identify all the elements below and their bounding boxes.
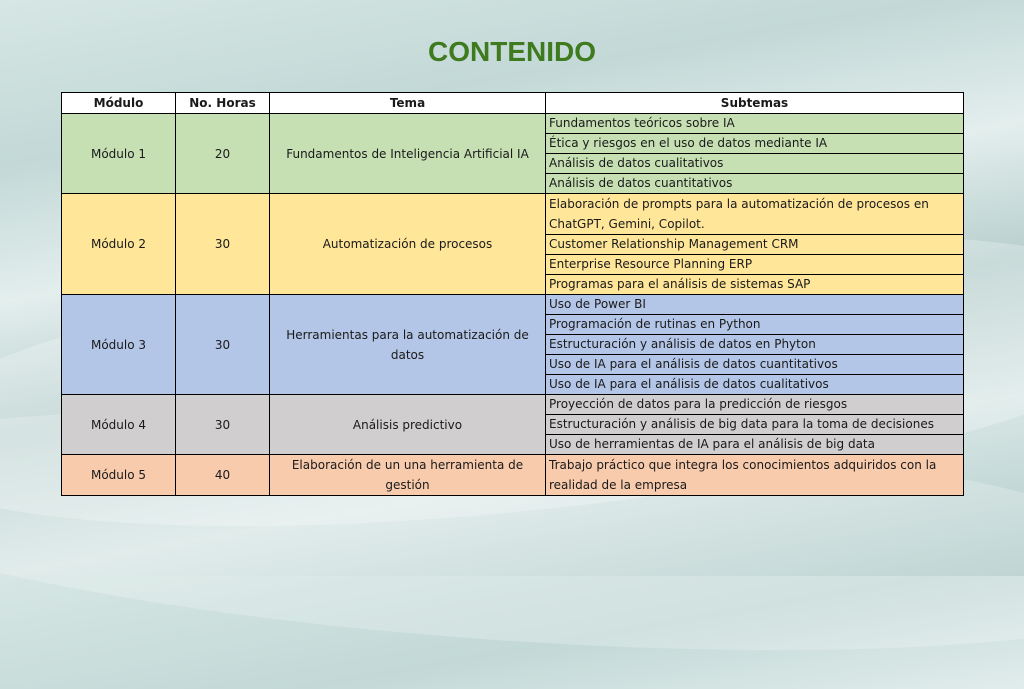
subtopic: Estructuración y análisis de big data para la toma de decisiones: [546, 415, 964, 435]
module-name: Módulo 3: [62, 295, 176, 395]
module-topic: Herramientas para la automatización de datos: [270, 295, 546, 395]
subtopic: Customer Relationship Management CRM: [546, 235, 964, 255]
subtopic: Uso de Power BI: [546, 295, 964, 315]
module-hours: 40: [176, 455, 270, 496]
subtopic: Programas para el análisis de sistemas SAP: [546, 275, 964, 295]
module-topic: Elaboración de un una herramienta de gestión: [270, 455, 546, 496]
subtopic: Estructuración y análisis de datos en Phyton: [546, 335, 964, 355]
module-hours: 30: [176, 194, 270, 295]
subtopic: Uso de IA para el análisis de datos cualitativos: [546, 375, 964, 395]
subtopic: Uso de IA para el análisis de datos cuantitativos: [546, 355, 964, 375]
subtopic: Ética y riesgos en el uso de datos mediante IA: [546, 134, 964, 154]
subtopic: Elaboración de prompts para la automatización de procesos en ChatGPT, Gemini, Copilot.: [546, 194, 964, 235]
module-topic: Automatización de procesos: [270, 194, 546, 295]
subtopic: Enterprise Resource Planning ERP: [546, 255, 964, 275]
module-topic: Fundamentos de Inteligencia Artificial IA: [270, 114, 546, 194]
header-modulo: Módulo: [62, 93, 176, 114]
header-tema: Tema: [270, 93, 546, 114]
subtopic: Fundamentos teóricos sobre IA: [546, 114, 964, 134]
module-name: Módulo 5: [62, 455, 176, 496]
table-row: [62, 395, 964, 415]
header-subtemas: Subtemas: [546, 93, 964, 114]
table-row: [62, 295, 964, 315]
header-horas: No. Horas: [176, 93, 270, 114]
module-name: Módulo 4: [62, 395, 176, 455]
subtopic: Uso de herramientas de IA para el análisis de big data: [546, 435, 964, 455]
table-row: [62, 114, 964, 134]
subtopic: Proyección de datos para la predicción de riesgos: [546, 395, 964, 415]
module-hours: 30: [176, 295, 270, 395]
module-hours: 20: [176, 114, 270, 194]
header-row: [62, 93, 964, 114]
subtopic: Análisis de datos cuantitativos: [546, 174, 964, 194]
content-table: [61, 92, 964, 496]
module-hours: 30: [176, 395, 270, 455]
subtopic: Análisis de datos cualitativos: [546, 154, 964, 174]
subtopic: Trabajo práctico que integra los conocimientos adquiridos con la realidad de la empresa: [546, 455, 964, 496]
table-row: [62, 194, 964, 235]
module-name: Módulo 1: [62, 114, 176, 194]
module-topic: Análisis predictivo: [270, 395, 546, 455]
module-name: Módulo 2: [62, 194, 176, 295]
table-row: [62, 455, 964, 496]
slide-title: CONTENIDO: [428, 36, 596, 67]
subtopic: Programación de rutinas en Python: [546, 315, 964, 335]
